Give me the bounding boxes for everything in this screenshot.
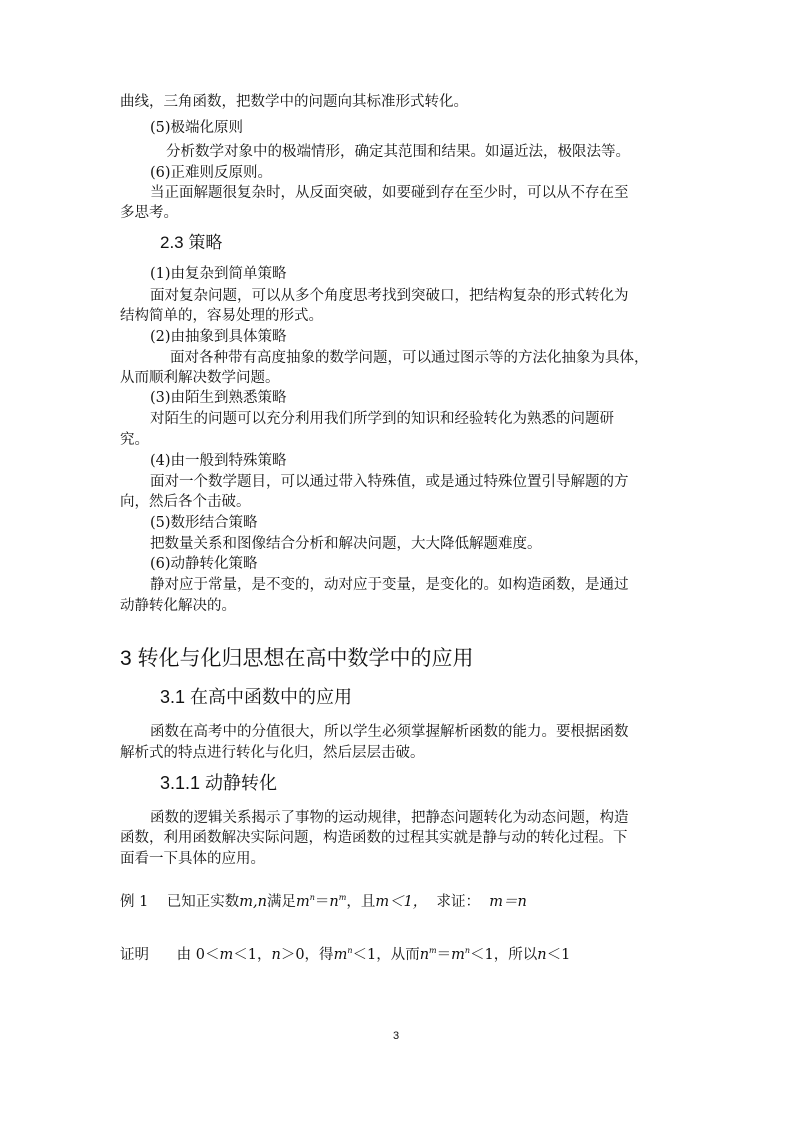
strategy-heading: (6)动静转化策略 (150, 556, 258, 572)
math-sup: n (309, 893, 315, 902)
proof-text: ＞0，得 (280, 946, 334, 963)
example-text: 满足 (266, 893, 296, 910)
text-line: 面看一下具体的应用。 (120, 851, 265, 867)
math-var: m (451, 946, 465, 963)
proof-text: ＜1，所以 (470, 946, 538, 963)
math-sup: n (347, 946, 353, 955)
math-sup: n (464, 946, 471, 955)
math-op: ＝ (314, 893, 330, 910)
math-var: m,n (239, 893, 267, 910)
section-heading: 3.1 在高中函数中的应用 (160, 687, 353, 707)
example-label: 例 1 (120, 893, 149, 910)
text-line: 动静转化解决的。 (120, 598, 236, 614)
proof-label: 证明 (120, 946, 149, 963)
text-line: 把数量关系和图像结合分析和解决问题，大大降低解题难度。 (150, 536, 542, 552)
math-var: n (419, 946, 430, 963)
text-line: 当正面解题很复杂时，从反面突破，如要碰到存在至少时，可以从不存在至 (150, 185, 629, 201)
example-text: ，且 (346, 893, 376, 910)
text-line: 函数的逻辑关系揭示了事物的运动规律，把静态问题转化为动态问题，构造 (150, 810, 629, 826)
principle-heading: (5)极端化原则 (150, 120, 244, 136)
text-line: 向，然后各个击破。 (120, 494, 251, 510)
text-line: 曲线，三角函数，把数学中的问题向其标准形式转化。 (120, 94, 468, 110)
text-line: 结构简单的，容易处理的形式。 (120, 308, 323, 324)
section-heading: 2.3 策略 (160, 233, 223, 252)
text-line: 从而顺利解决数学问题。 (120, 370, 280, 386)
chapter-heading: 3 转化与化归思想在高中数学中的应用 (120, 647, 474, 670)
text-line: 究。 (120, 432, 149, 448)
strategy-heading: (3)由陌生到熟悉策略 (150, 390, 287, 406)
math-var: m (333, 946, 348, 963)
text-line: 对陌生的问题可以充分利用我们所学到的知识和经验转化为熟悉的问题研 (150, 411, 614, 427)
math-sup: m (338, 893, 347, 902)
proof-text: ＜1， (233, 946, 272, 963)
page-number: 3 (393, 1030, 400, 1042)
text-line: 面对复杂问题，可以从多个角度思考找到突破口，把结构复杂的形式转化为 (150, 288, 629, 304)
strategy-heading: (2)由抽象到具体策略 (150, 329, 287, 345)
strategy-heading: (1)由复杂到简单策略 (150, 266, 287, 282)
text-line: 函数在高考中的分值很大，所以学生必须掌握解析函数的能力。要根据函数 (150, 724, 629, 740)
text-line: 面对各种带有高度抽象的数学问题，可以通过图示等的方法化抽象为具体， (170, 350, 649, 366)
text-line: 静对应于常量，是不变的，动对应于变量，是变化的。如构造函数，是通过 (150, 577, 629, 593)
example-text: 求证： (436, 893, 481, 910)
math-sup: m (429, 946, 437, 955)
text-line: 多思考。 (120, 205, 178, 221)
proof-text: ＜1 (546, 946, 571, 963)
example-statement (120, 888, 527, 912)
text-line: 分析数学对象中的极端情形，确定其范围和结果。如逼近法，极限法等。 (166, 144, 630, 160)
math-op: ＝ (436, 946, 452, 963)
math-expr: m＝n (489, 893, 527, 910)
proof-text: ＜1，从而 (352, 946, 420, 963)
text-line: 解析式的特点进行转化与化归，然后层层击破。 (120, 745, 425, 761)
math-expr: m＜1， (375, 893, 428, 910)
strategy-heading: (5)数形结合策略 (150, 515, 258, 531)
proof-line (120, 941, 570, 965)
strategy-heading: (4)由一般到特殊策略 (150, 453, 287, 469)
math-var: n (271, 946, 281, 963)
proof-text: 由 0＜ (176, 946, 220, 963)
math-var: m (295, 893, 310, 910)
math-var: n (537, 946, 547, 963)
example-text: 已知正实数 (166, 893, 240, 910)
text-line: 面对一个数学题目，可以通过带入特殊值，或是通过特殊位置引导解题的方 (150, 474, 629, 490)
math-var: m (219, 946, 234, 963)
text-line: 函数，利用函数解决实际问题，构造函数的过程其实就是静与动的转化过程。下 (120, 830, 628, 846)
principle-heading: (6)正难则反原则。 (150, 165, 273, 181)
math-var: n (329, 893, 339, 910)
subsection-heading: 3.1.1 动静转化 (160, 773, 278, 793)
